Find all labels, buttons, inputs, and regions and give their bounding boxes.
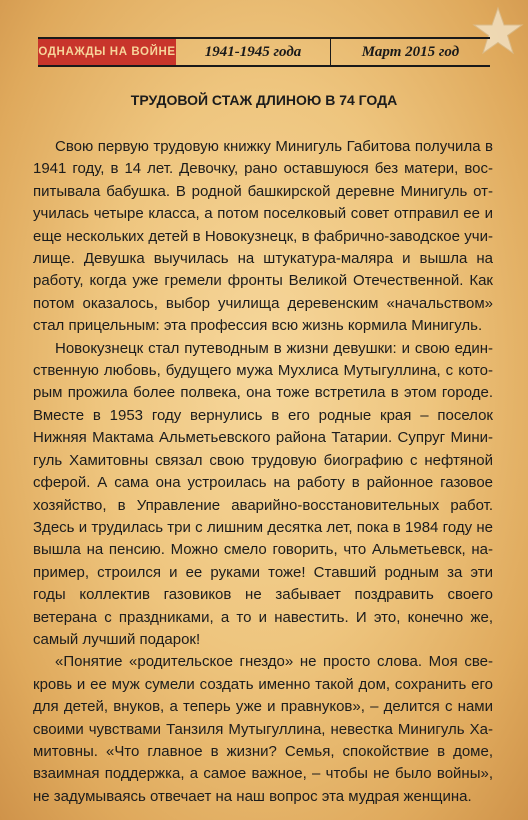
issue-date: Март 2015 год: [361, 43, 460, 60]
article-paragraph: Новокузнецк стал путеводным в жизни девушки: и свою единственную любовь, будущего мужа Мухлиса Мутыгуллина, с которым прожила более полвека, она тоже встретила в этом городе. Вместе в 1953 году вернулись в его родные края – поселок Нижняя Мактама Альметьевского района Татарии. Супруг Минигуль Хамитовны связал свою трудовую биографию с нефтяной сферой. А сама она устроилась на работу в районное газовое хозяйство, в Управление аварийно-восстановительных работ. Здесь и трудилась три с лишним десятка лет, пока в 1984 году не вышла на пенсию. Можно смело говорить, что Альметьевск, например, строился и ее руками тоже! Ставший родным за эти годы коллектив газовиков не забывает поздравить своего ветерана с праздниками, а то и навестить. И это, конечно же, самый лучший подарок!: [33, 339, 493, 648]
article-paragraph: «Понятие «родительское гнездо» не просто слова. Моя свекровь и ее муж сумели создать именно такой дом, сохранить его для детей, внуков, а теперь уже и правнуков», – делится с нами своими чувствами Танзиля Мутыгуллина, невестка Минигуль Хамитовны. «Что главное в жизни? Семья, спокойствие в доме, взаимная поддержка, а самое важное, – чтобы не было войны», не задумываясь отвечает на наш вопрос эта мудрая женщина.: [33, 653, 493, 805]
section-label: ОДНАЖДЫ НА ВОЙНЕ: [38, 39, 176, 65]
article-paragraph: Свою первую трудовую книжку Минигуль Габитова получила в 1941 году, в 14 лет. Девочку, рано оставшуюся без матери, воспитывала бабушка. В родной башкирской деревне Минигуль отучилась четыре класса, а потом поселковый совет отправил ее и еще нескольких детей в Новокузнецк, в фабрично-заводское училище. Девушка выучилась на штукатура-маляра и вышла на работу, когда уже гремели фронты Великой Отечественной. Как потом оказалось, выбор училища деревенским «начальством» стал прицельным: эта профессия всю жизнь кормила Минигуль.: [33, 138, 493, 335]
article-body: [33, 136, 493, 808]
issue-header-bar: [38, 37, 490, 67]
article-title: ТРУДОВОЙ СТАЖ ДЛИНОЮ В 74 ГОДА: [130, 92, 398, 108]
years-label: 1941-1945 года: [176, 39, 331, 65]
